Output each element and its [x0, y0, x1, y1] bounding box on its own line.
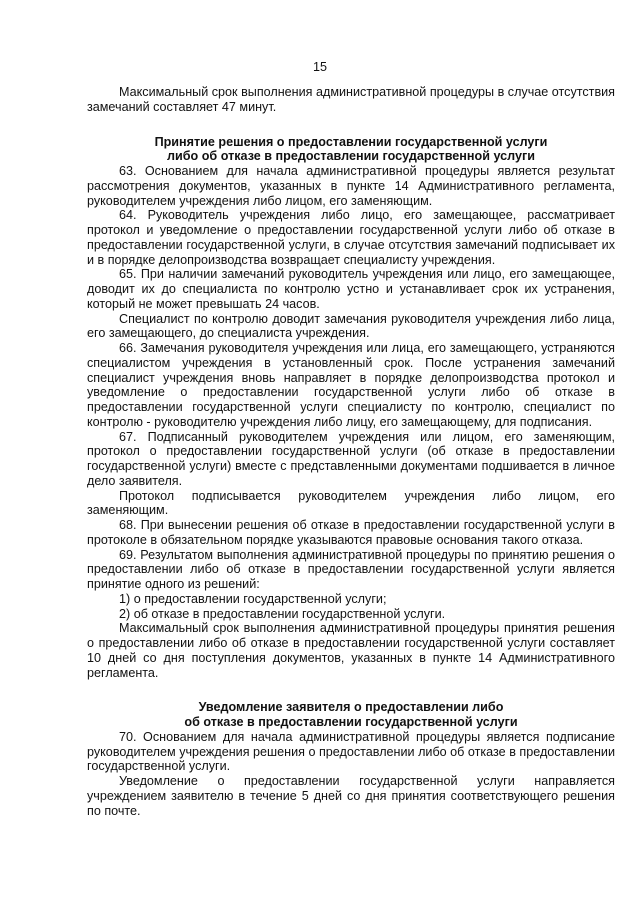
- list-item-2: 2) об отказе в предоставлении государственной услуги.: [119, 606, 446, 621]
- paragraph-max-time-47: Максимальный срок выполнения административной процедуры в случае отсутствия замечаний составляет 47 минут.: [87, 85, 615, 114]
- heading-line: об отказе в предоставлении государственной услуги: [184, 715, 518, 729]
- paragraph-67: 67. Подписанный руководителем учреждения или лицом, его заменяющим, протокол о предоставлении государственной услуги (об отказе в предоставлении государственной услуги) вместе с представленными документами подшивается в личное дело заявителя.: [87, 429, 615, 488]
- heading-line: либо об отказе в предоставлении государственной услуги: [167, 149, 535, 164]
- paragraph-64: 64. Руководитель учреждения либо лицо, его замещающее, рассматривает протокол и уведомление о предоставлении государственной услуги либо об отказе в предоставлении государственной услуги, в случае отсутствия замечаний подписывает их и в порядке делопроизводства возвращает специалисту учреждения.: [87, 208, 615, 267]
- paragraph-max-time-10-days: Максимальный срок выполнения административной процедуры принятия решения о предоставлении либо об отказе в предоставлении государственной услуги составляет 10 дней со дня поступления документов, указанных в пункте 14 Административного регламента.: [87, 621, 615, 680]
- paragraph-69: 69. Результатом выполнения административной процедуры по принятию решения о предоставлении либо об отказе в предоставлении государственной услуги является принятие одного из решений:: [87, 547, 615, 591]
- heading-line: Уведомление заявителя о предоставлении либо: [198, 700, 504, 715]
- document-body: [87, 85, 615, 818]
- paragraph-notification-mail: Уведомление о предоставлении государственной услуги направляется учреждением заявителю в течение 5 дней со дня принятия соответствующего решения по почте.: [87, 774, 615, 818]
- page-number: 15: [312, 60, 327, 74]
- list-item-1: 1) о предоставлении государственной услуги;: [119, 591, 387, 606]
- paragraph-63: 63. Основанием для начала административной процедуры является результат рассмотрения документов, указанных в пункте 14 Административного регламента, руководителем учреждения либо лицом, его заменяющим.: [87, 164, 615, 208]
- paragraph-control-specialist: Специалист по контролю доводит замечания руководителя учреждения либо лица, его замещающего, до специалиста учреждения.: [87, 311, 615, 341]
- paragraph-70: 70. Основанием для начала административной процедуры является подписание руководителем учреждения решения о предоставлении либо об отказе в предоставлении государственной услуги.: [87, 729, 615, 774]
- section-heading-notification: [87, 700, 615, 730]
- section-heading-decision: [87, 135, 615, 165]
- paragraph-protocol-signed: Протокол подписывается руководителем учреждения либо лицом, его заменяющим.: [87, 488, 615, 518]
- heading-line: Принятие решения о предоставлении государственной услуги: [154, 134, 548, 149]
- paragraph-68: 68. При вынесении решения об отказе в предоставлении государственной услуги в протоколе в обязательном порядке указываются правовые основания такого отказа.: [87, 518, 615, 547]
- paragraph-65: 65. При наличии замечаний руководитель учреждения или лицо, его замещающее, доводит их до специалиста по контролю устно и устанавливает срок их устранения, который не может превышать 24 часов.: [87, 267, 615, 311]
- paragraph-66: 66. Замечания руководителя учреждения или лица, его замещающего, устраняются специалистом учреждения в установленный срок. После устранения замечаний специалист учреждения вновь направляет в порядке делопроизводства протокол и уведомление о предоставлении государственной услуги либо об отказе в предоставлении государственной услуги специалисту по контролю, специалист по контролю - руководителю учреждения либо лицу, его замещающему, для подписания.: [87, 341, 615, 429]
